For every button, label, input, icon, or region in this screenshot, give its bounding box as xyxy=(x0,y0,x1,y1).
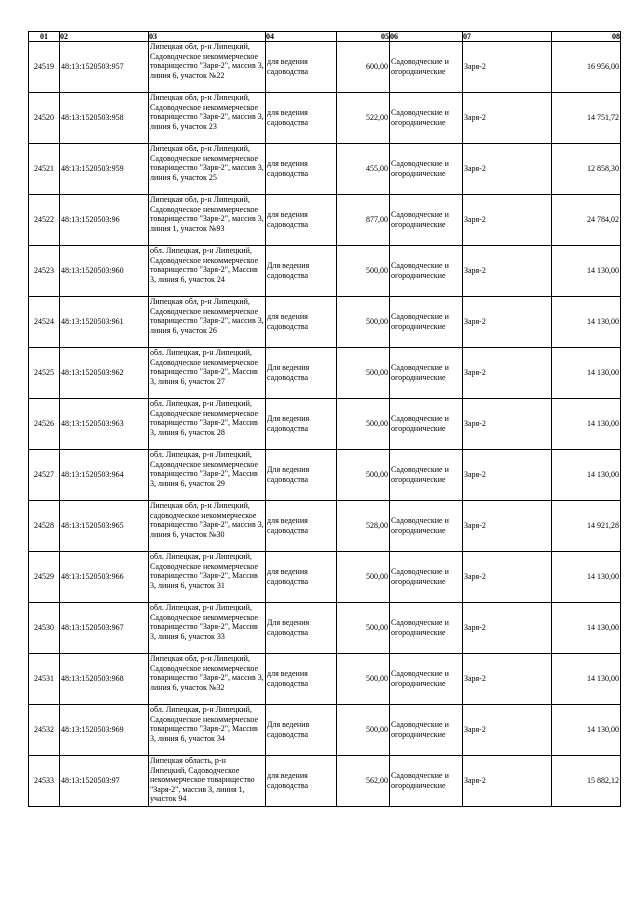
settlement-name-cell: Заря-2 xyxy=(463,705,552,756)
settlement-name-cell: Заря-2 xyxy=(463,603,552,654)
category-cell: Садоводческие и огороднические xyxy=(390,348,463,399)
settlement-name-cell: Заря-2 xyxy=(463,654,552,705)
settlement-name-cell: Заря-2 xyxy=(463,756,552,807)
address-text: обл. Липецкая, р-н Липецкий, Садоводческое некоммерческое товарищество "Заря-2", Массив 3, линия 6, участок 34 xyxy=(150,705,259,743)
land-use-cell: Для ведения садоводства xyxy=(266,246,337,297)
settlement-name-cell: Заря-2 xyxy=(463,450,552,501)
address-cell xyxy=(149,144,266,195)
area-cell: 500,00 xyxy=(337,654,390,705)
address-cell xyxy=(149,399,266,450)
row-number: 24522 xyxy=(29,195,60,246)
address-cell xyxy=(149,195,266,246)
settlement-name-cell: Заря-2 xyxy=(463,144,552,195)
category-cell: Садоводческие и огороднические xyxy=(390,42,463,93)
cadastral-value-cell: 12 858,30 xyxy=(552,144,621,195)
category-cell: Садоводческие и огороднические xyxy=(390,246,463,297)
land-use-cell: для ведения садоводства xyxy=(266,552,337,603)
settlement-name-cell: Заря-2 xyxy=(463,348,552,399)
address-text: обл. Липецкая, р-н Липецкий, Садоводческое некоммерческое товарищество "Заря-2", Массив 3, линия 6, участок 31 xyxy=(150,552,259,590)
cadastral-number: 48:13:1520503:97 xyxy=(60,756,149,807)
category-cell: Садоводческие и огороднические xyxy=(390,93,463,144)
address-cell xyxy=(149,654,266,705)
row-number: 24525 xyxy=(29,348,60,399)
land-use-cell: Для ведения садоводства xyxy=(266,603,337,654)
cadastral-value-cell: 14 130,00 xyxy=(552,246,621,297)
cadastral-number: 48:13:1520503:964 xyxy=(60,450,149,501)
settlement-name-cell: Заря-2 xyxy=(463,246,552,297)
table-row xyxy=(29,195,621,246)
cadastral-number: 48:13:1520503:965 xyxy=(60,501,149,552)
cadastral-number: 48:13:1520503:957 xyxy=(60,42,149,93)
column-header: 05 xyxy=(337,32,390,42)
cadastral-number: 48:13:1520503:958 xyxy=(60,93,149,144)
cadastral-number: 48:13:1520503:969 xyxy=(60,705,149,756)
table-row xyxy=(29,93,621,144)
cadastral-value-cell: 14 751,72 xyxy=(552,93,621,144)
row-number: 24531 xyxy=(29,654,60,705)
category-cell: Садоводческие и огороднические xyxy=(390,552,463,603)
cadastral-number: 48:13:1520503:967 xyxy=(60,603,149,654)
address-text: обл. Липецкая, р-н Липецкий, Садоводческое некоммерческое товарищество "Заря-2", Массив 3, линия 6, участок 28 xyxy=(150,399,259,437)
address-text: обл. Липецкая, р-н Липецкий, Садоводческое некоммерческое товарищество "Заря-2", Массив 3, линия 6, участок 24 xyxy=(150,246,259,284)
land-use-cell: Для ведения садоводства xyxy=(266,705,337,756)
column-header: 03 xyxy=(149,32,266,42)
cadastral-value-cell: 14 921,28 xyxy=(552,501,621,552)
area-cell: 600,00 xyxy=(337,42,390,93)
table-row xyxy=(29,42,621,93)
row-number: 24523 xyxy=(29,246,60,297)
row-number: 24532 xyxy=(29,705,60,756)
table-row xyxy=(29,501,621,552)
address-text: обл. Липецкая, р-н Липецкий, Садоводческое некоммерческое товарищество "Заря-2", Массив 3, линия 6, участок 33 xyxy=(150,603,259,641)
column-header: 02 xyxy=(60,32,149,42)
table-row xyxy=(29,246,621,297)
row-number: 24519 xyxy=(29,42,60,93)
area-cell: 455,00 xyxy=(337,144,390,195)
table-header-row xyxy=(29,32,621,42)
address-text: Липецкая обл, р-н Липецкий, Садоводческое некоммерческое товарищество "Заря-2", массив 3, линия 6, участок 25 xyxy=(150,144,264,182)
row-number: 24528 xyxy=(29,501,60,552)
row-number: 24520 xyxy=(29,93,60,144)
area-cell: 500,00 xyxy=(337,705,390,756)
column-header: 08 xyxy=(552,32,621,42)
table-row xyxy=(29,297,621,348)
address-text: Липецкая обл, р-н Липецкий, Садоводческое некоммерческое товарищество "Заря-2", массив 3, линия 6, участок 26 xyxy=(150,297,264,335)
cadastral-value-cell: 24 784,02 xyxy=(552,195,621,246)
land-use-cell: для ведения садоводства xyxy=(266,756,337,807)
area-cell: 500,00 xyxy=(337,399,390,450)
cadastral-value-cell: 14 130,00 xyxy=(552,348,621,399)
address-cell xyxy=(149,93,266,144)
address-text: Липецкая область, р-н Липецкий, Садоводческое некоммерческое товарищество "Заря-2", массив 3, линия 1, участок 94 xyxy=(150,756,255,804)
cadastral-value-cell: 14 130,00 xyxy=(552,654,621,705)
category-cell: Садоводческие и огороднические xyxy=(390,195,463,246)
address-text: Липецкая обл, р-н Липецкий, Садоводческое некоммерческое товарищество "Заря-2", массив 3, линия 6, участок №32 xyxy=(150,654,264,692)
cadastral-value-cell: 14 130,00 xyxy=(552,552,621,603)
land-use-cell: для ведения садоводства xyxy=(266,93,337,144)
column-header: 06 xyxy=(390,32,463,42)
cadastral-number: 48:13:1520503:961 xyxy=(60,297,149,348)
row-number: 24530 xyxy=(29,603,60,654)
table-row xyxy=(29,144,621,195)
address-cell xyxy=(149,705,266,756)
area-cell: 500,00 xyxy=(337,348,390,399)
land-use-cell: для ведения садоводства xyxy=(266,297,337,348)
area-cell: 528,00 xyxy=(337,501,390,552)
address-cell xyxy=(149,756,266,807)
address-cell xyxy=(149,246,266,297)
category-cell: Садоводческие и огороднические xyxy=(390,144,463,195)
category-cell: Садоводческие и огороднические xyxy=(390,450,463,501)
cadastral-value-cell: 14 130,00 xyxy=(552,603,621,654)
row-number: 24533 xyxy=(29,756,60,807)
row-number: 24529 xyxy=(29,552,60,603)
land-use-cell: для ведения садоводства xyxy=(266,501,337,552)
address-text: обл. Липецкая, р-н Липецкий, Садоводческое некоммерческое товарищество "Заря-2", Массив 3, линия 6, участок 29 xyxy=(150,450,259,488)
table-row xyxy=(29,756,621,807)
cadastral-number: 48:13:1520503:959 xyxy=(60,144,149,195)
settlement-name-cell: Заря-2 xyxy=(463,297,552,348)
settlement-name-cell: Заря-2 xyxy=(463,195,552,246)
cadastral-number: 48:13:1520503:963 xyxy=(60,399,149,450)
row-number: 24524 xyxy=(29,297,60,348)
settlement-name-cell: Заря-2 xyxy=(463,42,552,93)
row-number: 24521 xyxy=(29,144,60,195)
cadastral-number: 48:13:1520503:968 xyxy=(60,654,149,705)
table-row xyxy=(29,450,621,501)
land-use-cell: для ведения садоводства xyxy=(266,42,337,93)
table-row xyxy=(29,552,621,603)
address-text: Липецкая обл, р-н Липецкий, Садоводческое некоммерческое товарищество "Заря-2", массив 3, линия 6, участок №22 xyxy=(150,42,264,80)
address-text: Липецкая обл, р-н Липецкий, Садоводческое некоммерческое товарищество "Заря-2", массив 3, линия 1, участок №93 xyxy=(150,195,264,233)
cadastral-number: 48:13:1520503:966 xyxy=(60,552,149,603)
row-number: 24527 xyxy=(29,450,60,501)
table-row xyxy=(29,348,621,399)
address-cell xyxy=(149,603,266,654)
table-row xyxy=(29,705,621,756)
cadastral-number: 48:13:1520503:962 xyxy=(60,348,149,399)
column-header: 01 xyxy=(29,32,60,42)
settlement-name-cell: Заря-2 xyxy=(463,552,552,603)
category-cell: Садоводческие и огороднические xyxy=(390,501,463,552)
land-use-cell: Для ведения садоводства xyxy=(266,348,337,399)
area-cell: 500,00 xyxy=(337,450,390,501)
address-cell xyxy=(149,552,266,603)
land-use-cell: для ведения садоводства xyxy=(266,195,337,246)
category-cell: Садоводческие и огороднические xyxy=(390,756,463,807)
category-cell: Садоводческие и огороднические xyxy=(390,654,463,705)
address-text: обл. Липецкая, р-н Липецкий, Садоводческое некоммерческое товарищество "Заря-2", Массив 3, линия 6, участок 27 xyxy=(150,348,259,386)
column-header: 07 xyxy=(463,32,552,42)
settlement-name-cell: Заря-2 xyxy=(463,399,552,450)
cadastral-number: 48:13:1520503:960 xyxy=(60,246,149,297)
settlement-name-cell: Заря-2 xyxy=(463,501,552,552)
cadastral-value-cell: 14 130,00 xyxy=(552,297,621,348)
table-row xyxy=(29,654,621,705)
cadastral-value-cell: 15 882,12 xyxy=(552,756,621,807)
cadastral-value-cell: 16 956,00 xyxy=(552,42,621,93)
address-cell xyxy=(149,501,266,552)
area-cell: 500,00 xyxy=(337,552,390,603)
table-body xyxy=(29,42,621,807)
land-registry-table xyxy=(28,31,621,807)
category-cell: Садоводческие и огороднические xyxy=(390,297,463,348)
address-cell xyxy=(149,348,266,399)
address-cell xyxy=(149,42,266,93)
table-row xyxy=(29,399,621,450)
row-number: 24526 xyxy=(29,399,60,450)
cadastral-value-cell: 14 130,00 xyxy=(552,399,621,450)
address-cell xyxy=(149,450,266,501)
land-use-cell: для ведения садоводства xyxy=(266,144,337,195)
category-cell: Садоводческие и огороднические xyxy=(390,705,463,756)
area-cell: 562,00 xyxy=(337,756,390,807)
settlement-name-cell: Заря-2 xyxy=(463,93,552,144)
area-cell: 522,00 xyxy=(337,93,390,144)
address-cell xyxy=(149,297,266,348)
land-use-cell: Для ведения садоводства xyxy=(266,399,337,450)
category-cell: Садоводческие и огороднические xyxy=(390,603,463,654)
cadastral-value-cell: 14 130,00 xyxy=(552,450,621,501)
address-text: Липецкая обл, р-н Липецкий, садоводческое некоммерческое товарищество "Заря-2", массив 3, линия 6, участок №30 xyxy=(150,501,264,539)
table-row xyxy=(29,603,621,654)
cadastral-number: 48:13:1520503:96 xyxy=(60,195,149,246)
area-cell: 500,00 xyxy=(337,297,390,348)
land-use-cell: Для ведения садоводства xyxy=(266,450,337,501)
column-header: 04 xyxy=(266,32,337,42)
area-cell: 500,00 xyxy=(337,603,390,654)
area-cell: 500,00 xyxy=(337,246,390,297)
area-cell: 877,00 xyxy=(337,195,390,246)
cadastral-value-cell: 14 130,00 xyxy=(552,705,621,756)
land-use-cell: для ведения садоводства xyxy=(266,654,337,705)
category-cell: Садоводческие и огороднические xyxy=(390,399,463,450)
address-text: Липецкая обл, р-н Липецкий, Садоводческое некоммерческое товарищество "Заря-2", массив 3, линия 6, участок 23 xyxy=(150,93,264,131)
